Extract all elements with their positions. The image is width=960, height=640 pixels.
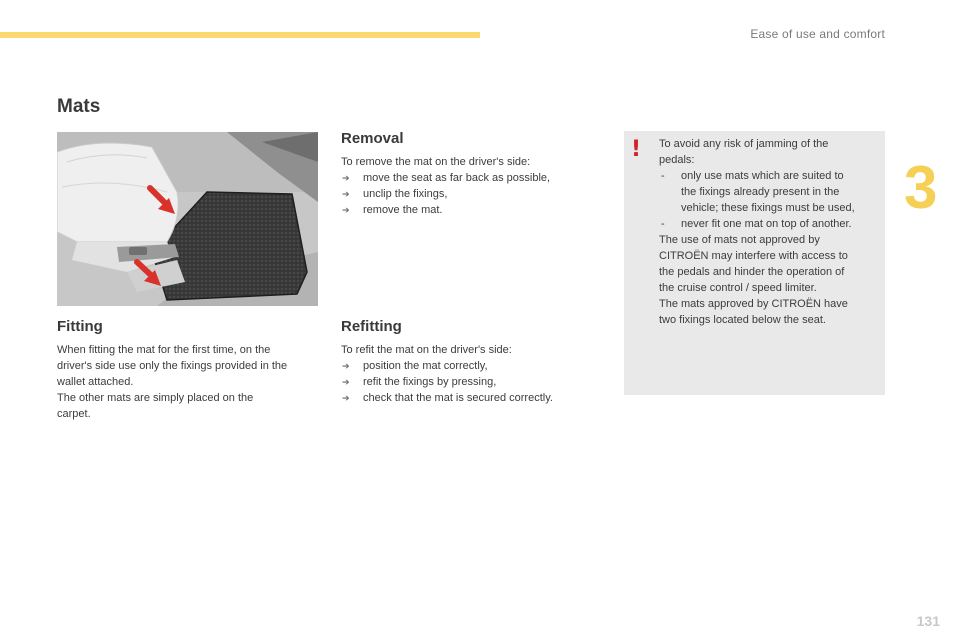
fitting-line: driver's side use only the fixings provided in the xyxy=(57,360,288,372)
warning-body-line: The mats approved by CITROËN have xyxy=(659,298,848,310)
warning-item-line: - never fit one mat on top of another. xyxy=(681,218,852,230)
refitting-intro: To refit the mat on the driver's side: xyxy=(341,344,512,356)
removal-instructions xyxy=(341,154,591,218)
refitting-heading: Refitting xyxy=(341,318,402,335)
warning-text xyxy=(659,136,881,328)
warning-body-line: The use of mats not approved by xyxy=(659,234,820,246)
fitting-line: wallet attached. xyxy=(57,376,134,388)
list-item xyxy=(659,168,881,216)
list-item: ➔ position the mat correctly, xyxy=(341,358,591,374)
warning-list xyxy=(659,168,881,232)
warning-body-line: the cruise control / speed limiter. xyxy=(659,282,817,294)
warning-intro-line: To avoid any risk of jamming of the xyxy=(659,138,829,150)
list-item: ➔ move the seat as far back as possible, xyxy=(341,170,591,186)
car-mat-illustration xyxy=(57,132,318,306)
list-item: ➔ remove the mat. xyxy=(341,202,591,218)
removal-steps xyxy=(341,170,591,218)
warning-body-line: the pedals and hinder the operation of xyxy=(659,266,845,278)
list-item: ➔ unclip the fixings, xyxy=(341,186,591,202)
fitting-line: carpet. xyxy=(57,408,91,420)
list-item xyxy=(659,216,881,232)
page-title: Mats xyxy=(57,96,101,117)
removal-intro: To remove the mat on the driver's side: xyxy=(341,156,531,168)
warning-item-line: vehicle; these fixings must be used, xyxy=(681,202,855,214)
refitting-steps xyxy=(341,358,591,406)
page-number: 131 xyxy=(916,613,940,629)
header-accent-bar xyxy=(0,32,480,38)
fitting-text xyxy=(57,342,322,422)
section-header: Ease of use and comfort xyxy=(750,27,885,41)
refitting-instructions xyxy=(341,342,591,406)
chapter-number: 3 xyxy=(904,154,938,221)
fitting-heading: Fitting xyxy=(57,318,103,335)
warning-item-line: the fixings already present in the xyxy=(681,186,840,198)
list-item: ➔ refit the fixings by pressing, xyxy=(341,374,591,390)
warning-body-line: CITROËN may interfere with access to xyxy=(659,250,848,262)
warning-intro-line: pedals: xyxy=(659,154,695,166)
fitting-line: The other mats are simply placed on the xyxy=(57,392,254,404)
list-item: ➔ check that the mat is secured correctly. xyxy=(341,390,591,406)
warning-item-line: - only use mats which are suited to xyxy=(681,170,844,182)
removal-heading: Removal xyxy=(341,130,404,147)
fitting-line: When fitting the mat for the first time, on the xyxy=(57,344,271,356)
warning-body-line: two fixings located below the seat. xyxy=(659,314,826,326)
warning-exclamation-icon: ! xyxy=(631,137,642,162)
